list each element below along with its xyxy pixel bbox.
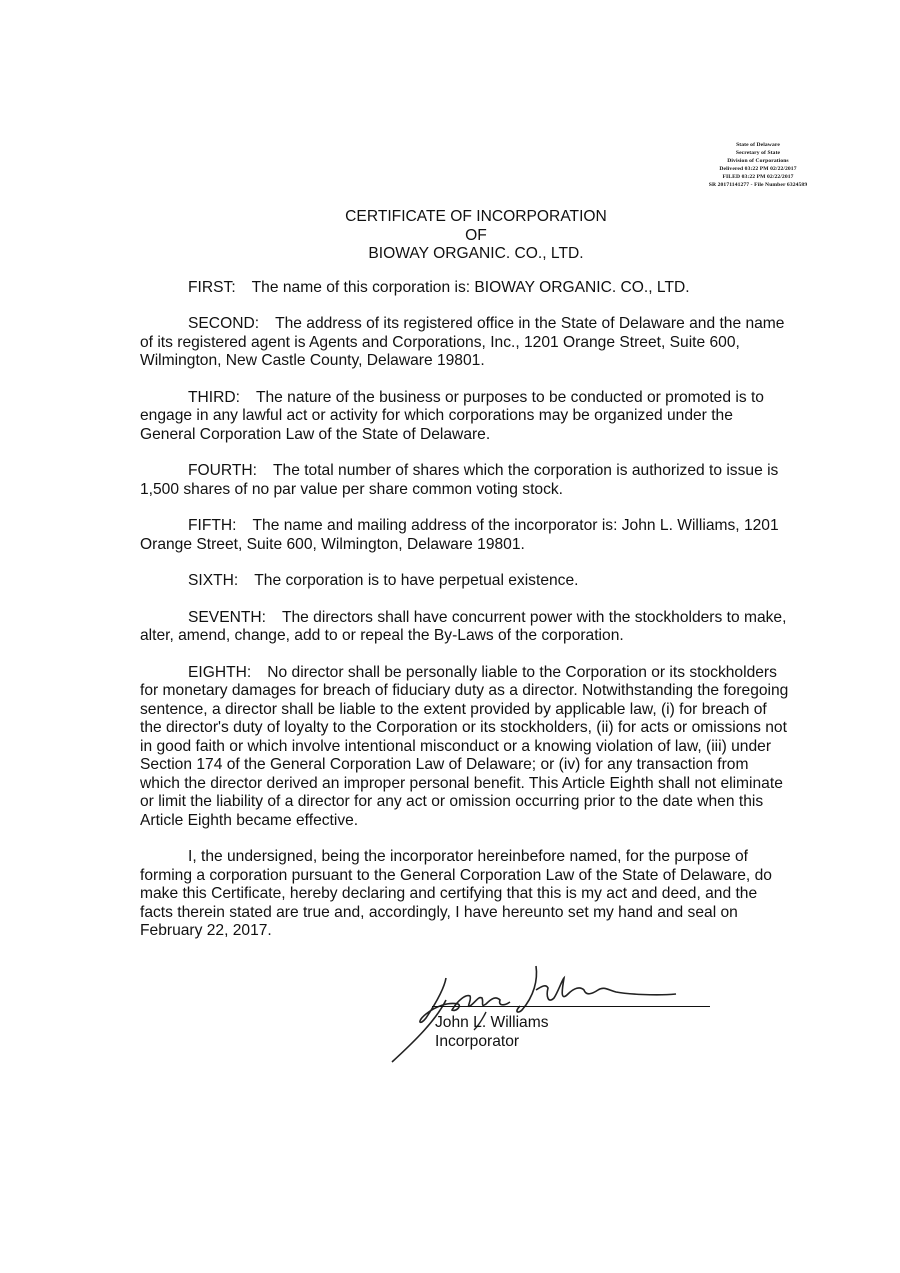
title-line: CERTIFICATE OF INCORPORATION (345, 208, 607, 225)
title-line: BIOWAY ORGANIC. CO., LTD. (368, 245, 584, 262)
article-text: The name and mailing address of the incorporator is: John L. Williams, 1201 Orange Street, Suite 600, Wilmington, Delaware 19801. (140, 517, 779, 553)
article-eighth (140, 664, 790, 831)
stamp-line: SR 20171141277 - File Number 6324589 (708, 182, 808, 188)
article-label: EIGHTH: (188, 663, 252, 681)
article-text: The directors shall have concurrent power with the stockholders to make, alter, amend, change, add to or repeal the By-Laws of the corporation. (140, 608, 787, 644)
signature-block (435, 1013, 735, 1051)
article-seventh (140, 609, 790, 646)
article-sixth (140, 572, 790, 591)
article-text: The nature of the business or purposes to be conducted or promoted is to engage in any lawful act or activity for which corporations may be organized under the General Corporation Law of the State of Delaware. (140, 388, 764, 443)
stamp-line: Delivered 03:22 PM 02/22/2017 (719, 166, 797, 172)
stamp-line: State of Delaware (736, 142, 780, 148)
closing-paragraph: I, the undersigned, being the incorporator hereinbefore named, for the purpose of forming a corporation pursuant to the General Corporation Law of the State of Delaware, do make this Certificate, hereby declaring and certifying that this is my act and deed, and the facts therein stated are true and, accordingly, I have hereunto set my hand and seal on February 22, 2017. (140, 848, 772, 939)
stamp-line: Division of Corporations (727, 158, 789, 164)
article-label: FOURTH: (188, 462, 258, 479)
article-text: The name of this corporation is: BIOWAY ORGANIC. CO., LTD. (251, 278, 690, 296)
signature-line (432, 1006, 710, 1007)
signatory-role: Incorporator (435, 1033, 520, 1050)
article-text: The total number of shares which the corporation is authorized to issue is 1,500 shares of no par value per share common voting stock. (140, 462, 779, 498)
article-first (140, 279, 790, 298)
article-label: SEVENTH: (188, 608, 266, 626)
article-text: The corporation is to have perpetual existence. (254, 572, 579, 589)
article-fifth (140, 517, 790, 554)
article-label: THIRD: (188, 388, 240, 406)
article-second (140, 315, 790, 371)
article-fourth (140, 462, 790, 499)
signatory-name: John L. Williams (435, 1014, 549, 1031)
document-title (162, 208, 790, 264)
article-label: FIFTH: (188, 517, 237, 534)
title-line: OF (465, 226, 487, 244)
article-label: SIXTH: (188, 572, 239, 589)
article-text: No director shall be personally liable to the Corporation or its stockholders for monetary damages for breach of fiduciary duty as a director. Notwithstanding the foregoing sentence, a director shall be liable to the extent provided by applicable law, (i) for breach of the director's duty of loyalty to the Corporation or its stockholders, (ii) for acts or omissions not in good faith or which involve intentional misconduct or a knowing violation of law, (iii) under Section 174 of the General Corporation Law of Delaware; or (iv) for any transaction from which the director derived an improper personal benefit. This Article Eighth shall not eliminate or limit the liability of a director for any act or omission occurring prior to the date when this Article Eighth became effective. (140, 663, 789, 829)
article-text: The address of its registered office in the State of Delaware and the name of its registered agent is Agents and Corporations, Inc., 1201 Orange Street, Suite 600, Wilmington, New Castle County, Delaware 19801. (140, 315, 785, 369)
document-body (140, 208, 790, 941)
filing-stamp (688, 141, 828, 189)
article-label: FIRST: (188, 278, 236, 296)
stamp-line: Secretary of State (735, 150, 781, 156)
stamp-line: FILED 03:22 PM 02/22/2017 (722, 174, 794, 180)
article-label: SECOND: (188, 315, 260, 332)
article-third (140, 389, 790, 445)
